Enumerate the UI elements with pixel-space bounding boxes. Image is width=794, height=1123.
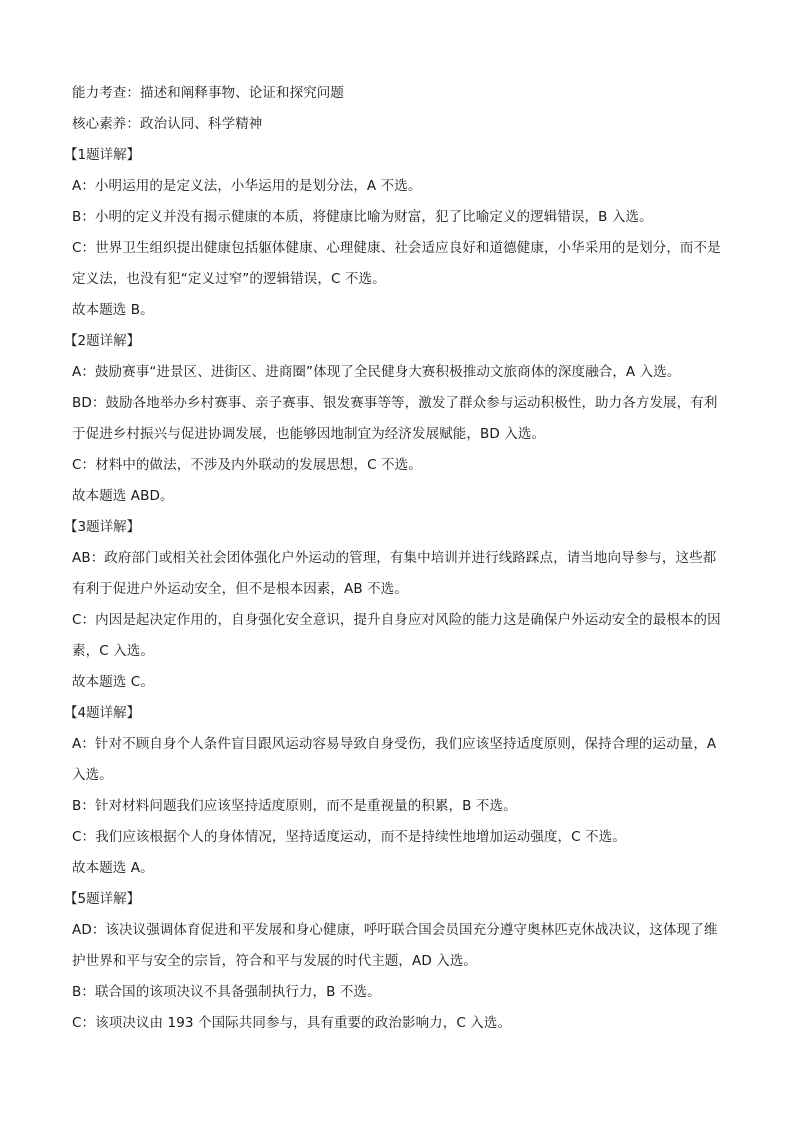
q4-heading: 【4题详解】 (64, 705, 141, 721)
q2-option-a: A：鼓励赛事“进景区、进街区、进商圈”体现了全民健身大赛积极推动文旅商体的深度融合，A 入选。 (72, 364, 681, 380)
q1-option-a: A：小明运用的是定义法，小华运用的是划分法，A 不选。 (72, 178, 422, 194)
q5-option-b: B：联合国的该项决议不具备强制执行力，B 不选。 (72, 984, 381, 1000)
q2-heading: 【2题详解】 (64, 333, 141, 349)
q1-option-c: C：世界卫生组织提出健康包括躯体健康、心理健康、社会适应良好和道德健康，小华采用的是划分，而不是定义法，也没有犯“定义过窄”的逻辑错误，C 不选。 (72, 240, 721, 287)
q2-option-c: C：材料中的做法，不涉及内外联动的发展思想，C 不选。 (72, 457, 422, 473)
q2-option-bd: BD：鼓励各地举办乡村赛事、亲子赛事、银发赛事等等，激发了群众参与运动积极性，助力各方发展，有利于促进乡村振兴与促进协调发展，也能够因地制宜为经济发展赋能，BD 入选。 (72, 395, 718, 442)
document-page (64, 78, 722, 1039)
q5-option-c: C：该项决议由 193 个国际共同参与，具有重要的政治影响力，C 入选。 (72, 1015, 512, 1031)
q4-answer: 故本题选 A。 (72, 860, 154, 876)
q5-heading: 【5题详解】 (64, 891, 141, 907)
q4-option-c: C：我们应该根据个人的身体情况，坚持适度运动，而不是持续性地增加运动强度，C 不选。 (72, 829, 626, 845)
literacy-line: 核心素养：政治认同、科学精神 (72, 116, 263, 132)
q3-option-c: C：内因是起决定作用的，自身强化安全意识，提升自身应对风险的能力这是确保户外运动安全的最根本的因素，C 入选。 (72, 612, 721, 659)
q4-option-a: A：针对不顾自身个人条件盲目跟风运动容易导致自身受伤，我们应该坚持适度原则，保持合理的运动量，A 入选。 (72, 736, 717, 783)
q3-option-ab: AB：政府部门或相关社会团体强化户外运动的管理，有集中培训并进行线路踩点，请当地向导参与，这些都有利于促进户外运动安全，但不是根本因素，AB 不选。 (72, 550, 717, 597)
ability-line: 能力考查：描述和阐释事物、论证和探究问题 (72, 85, 344, 101)
q5-option-ad: AD：该决议强调体育促进和平发展和身心健康，呼吁联合国会员国充分遵守奥林匹克休战决议，这体现了维护世界和平与安全的宗旨，符合和平与发展的时代主题，AD 入选。 (72, 922, 718, 969)
q3-answer: 故本题选 C。 (72, 674, 154, 690)
q1-option-b: B：小明的定义并没有揭示健康的本质，将健康比喻为财富，犯了比喻定义的逻辑错误，B 入选。 (72, 209, 653, 225)
q3-heading: 【3题详解】 (64, 519, 141, 535)
q1-answer: 故本题选 B。 (72, 302, 154, 318)
q2-answer: 故本题选 ABD。 (72, 488, 174, 504)
q4-option-b: B：针对材料问题我们应该坚持适度原则，而不是重视量的积累，B 不选。 (72, 798, 517, 814)
q1-heading: 【1题详解】 (64, 147, 141, 163)
